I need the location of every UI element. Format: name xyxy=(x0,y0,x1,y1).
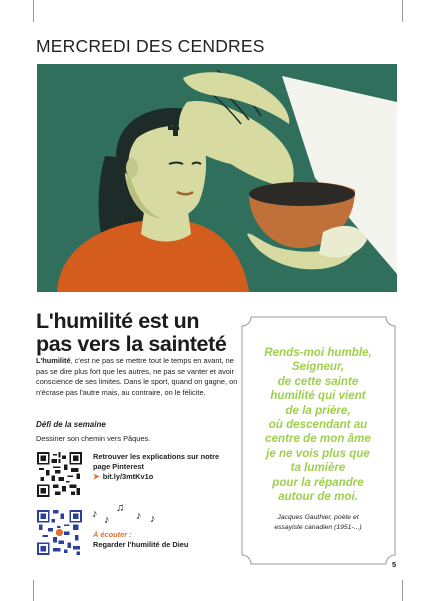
page-header: MERCREDI DES CENDRES xyxy=(36,36,265,56)
listen-label: À écouter : xyxy=(93,530,132,539)
listen-title[interactable]: Regarder l'humilité de Dieu xyxy=(93,540,189,549)
listen-block xyxy=(93,530,233,550)
article-headline: L'humilité est un pas vers la sainteté xyxy=(36,309,227,356)
cursor-arrow-icon: ➤ xyxy=(93,472,100,481)
quote-line: autour de moi. xyxy=(278,490,358,504)
pinterest-link[interactable] xyxy=(93,472,233,482)
defi-title: Défi de la semaine xyxy=(36,420,106,429)
ash-wednesday-illustration xyxy=(37,64,397,292)
intro-text: , c'est ne pas se mettre tout le temps en avant, ne pas se dire plus fort que les autres, ne pas se vanter et avoir conscience de ses limites. Dans le sport, quand on gagne, on n'écrase pas l'autre mais, au contraire, on le félicite. xyxy=(36,356,238,397)
crop-mark xyxy=(402,0,403,22)
music-notes-icon: ♪ ♪ ♫ ♪ ♪ xyxy=(92,502,156,526)
quote-line: de la prière, xyxy=(285,403,351,417)
crop-mark xyxy=(33,0,34,22)
quote-line: centre de mon âme xyxy=(265,432,371,446)
crop-mark xyxy=(33,580,34,601)
quote-line: de cette sainte xyxy=(277,374,359,388)
crop-mark xyxy=(402,580,403,601)
pinterest-text: Retrouver les explications sur notre page Pinterest xyxy=(93,452,220,471)
article-intro xyxy=(36,356,241,398)
qr-code-pinterest[interactable] xyxy=(37,452,82,497)
quote-author xyxy=(252,513,384,532)
quote-line: où descendant au xyxy=(268,418,368,432)
page-number: 5 xyxy=(392,560,397,569)
quote-line: pour la répandre xyxy=(272,475,364,489)
quote-line: Rends-moi humble, xyxy=(264,346,372,359)
prayer-quote xyxy=(252,346,384,504)
quote-author-line: essayiste canadien (1951-...) xyxy=(274,523,362,531)
qr-code-audio[interactable] xyxy=(37,510,82,555)
defi-text: Dessiner son chemin vers Pâques. xyxy=(36,434,151,443)
pinterest-url[interactable]: bit.ly/3mtKv1o xyxy=(102,472,154,481)
quote-line: humilité qui vient xyxy=(270,389,366,403)
quote-line: je ne vois plus que xyxy=(266,446,370,460)
intro-bold-term: L'humilité xyxy=(36,356,71,365)
quote-line: ta lumière xyxy=(290,461,346,475)
quote-line: Seigneur, xyxy=(291,360,345,374)
pinterest-block xyxy=(93,452,233,482)
quote-author-line: Jacques Gauthier, poète et xyxy=(277,514,359,521)
